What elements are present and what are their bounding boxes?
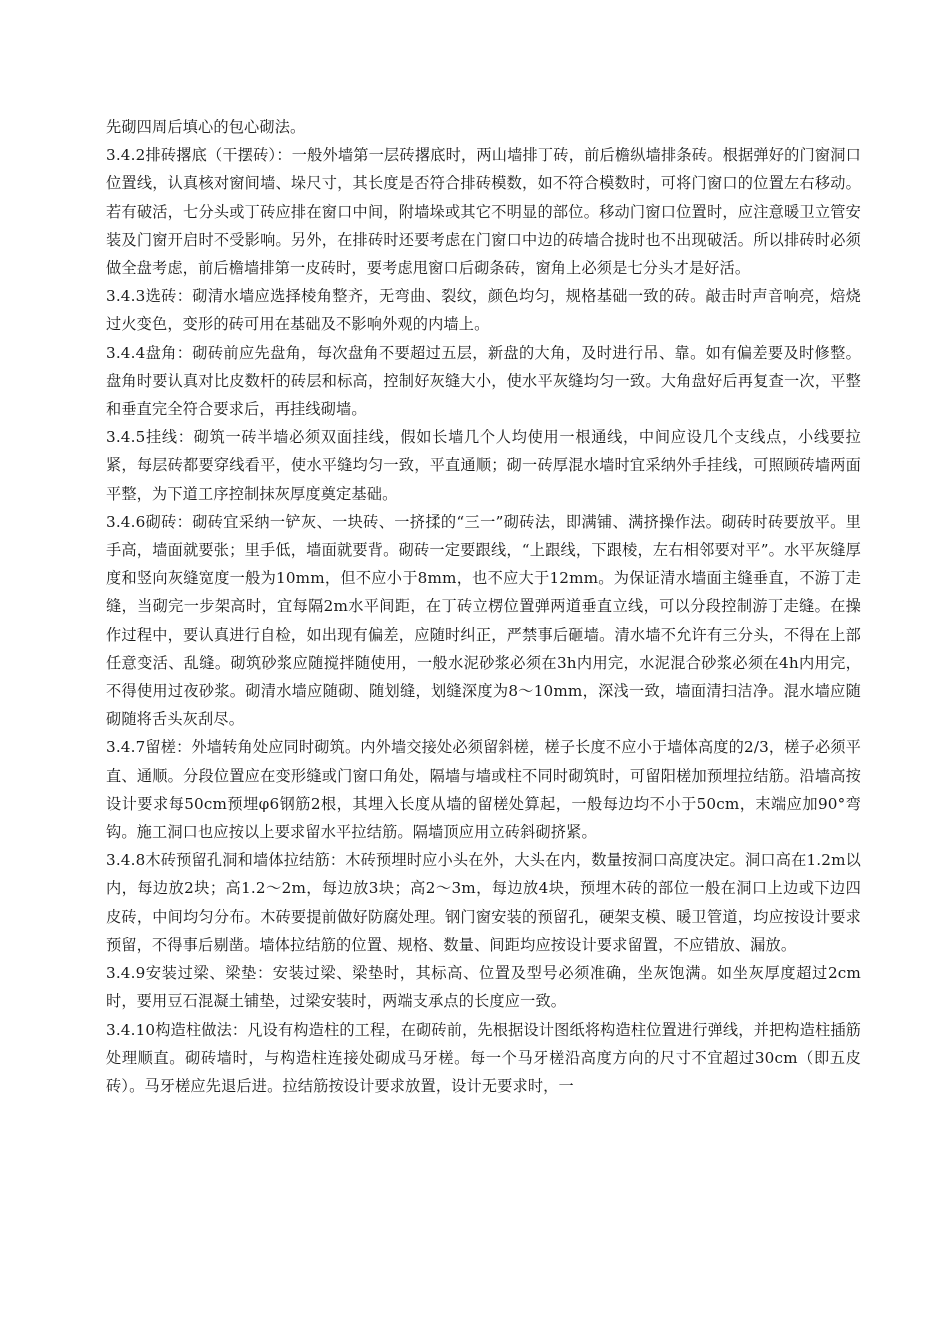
paragraph-3-4-3: 3.4.3选砖：砌清水墙应选择棱角整齐，无弯曲、裂纹，颜色均匀，规格基础一致的砖。敲击时声音响亮，焙烧过火变色，变形的砖可用在基础及不影响外观的内墙上。 <box>106 287 861 334</box>
paragraph-3-4-9: 3.4.9安装过梁、梁垫：安装过梁、梁垫时，其标高、位置及型号必须准确，坐灰饱满。如坐灰厚度超过2cm时，要用豆石混凝土铺垫，过梁安装时，两端支承点的长度应一致。 <box>106 964 861 1011</box>
paragraph-3-4-2: 3.4.2排砖撂底（干摆砖）：一般外墙第一层砖撂底时，两山墙排丁砖，前后檐纵墙排条砖。根据弹好的门窗洞口位置线，认真核对窗间墙、垛尺寸，其长度是否符合排砖模数，如不符合模数时，可将门窗口的位置左右移动。若有破活，七分头或丁砖应排在窗口中间，附墙垛或其它不明显的部位。移动门窗口位置时，应注意暖卫立管安装及门窗开启时不受影响。另外，在排砖时还要考虑在门窗口中边的砖墙合拢时也不出现破活。所以排砖时必须做全盘考虑，前后檐墙排第一皮砖时，要考虑甩窗口后砌条砖，窗角上必须是七分头才是好活。 <box>106 146 861 278</box>
paragraph-3-4-7: 3.4.7留槎：外墙转角处应同时砌筑。内外墙交接处必须留斜槎，槎子长度不应小于墙体高度的2/3，槎子必须平直、通顺。分段位置应在变形缝或门窗口角处，隔墙与墙或柱不同时砌筑时，可留阳槎加预埋拉结筋。沿墙高按设计要求每50cm预埋φ6钢筋2根，其埋入长度从墙的留槎处算起，一般每边均不小于50cm，末端应加90°弯钩。施工洞口也应按以上要求留水平拉结筋。隔墙顶应用立砖斜砌挤紧。 <box>106 738 861 842</box>
paragraph-continuation: 先砌四周后填心的包心砌法。 <box>106 118 306 136</box>
document-body <box>106 113 861 1100</box>
paragraph-3-4-4: 3.4.4盘角：砌砖前应先盘角，每次盘角不要超过五层，新盘的大角，及时进行吊、靠。如有偏差要及时修整。盘角时要认真对比皮数杆的砖层和标高，控制好灰缝大小，使水平灰缝均匀一致。大角盘好后再复查一次，平整和垂直完全符合要求后，再挂线砌墙。 <box>106 343 861 419</box>
paragraph-3-4-10: 3.4.10构造柱做法：凡设有构造柱的工程，在砌砖前，先根据设计图纸将构造柱位置进行弹线，并把构造柱插筋处理顺直。砌砖墙时，与构造柱连接处砌成马牙槎。每一个马牙槎沿高度方向的尺寸不宜超过30cm（即五皮砖）。马牙槎应先退后进。拉结筋按设计要求放置，设计无要求时，一 <box>106 1020 861 1095</box>
paragraph-3-4-5: 3.4.5挂线：砌筑一砖半墙必须双面挂线，假如长墙几个人均使用一根通线，中间应设几个支线点，小线要拉紧，每层砖都要穿线看平，使水平缝均匀一致，平直通顺；砌一砖厚混水墙时宜采纳外手挂线，可照顾砖墙两面平整，为下道工序控制抹灰厚度奠定基础。 <box>106 428 861 503</box>
paragraph-3-4-6: 3.4.6砌砖：砌砖宜采纳一铲灰、一块砖、一挤揉的“三一”砌砖法，即满铺、满挤操作法。砌砖时砖要放平。里手高，墙面就要张；里手低，墙面就要背。砌砖一定要跟线，“上跟线，下跟棱，左右相邻要对平”。水平灰缝厚度和竖向灰缝宽度一般为10mm，但不应小于8mm，也不应大于12mm。为保证清水墙面主缝垂直，不游丁走缝，当砌完一步架高时，宜每隔2m水平间距，在丁砖立楞位置弹两道垂直立线，可以分段控制游丁走缝。在操作过程中，要认真进行自检，如出现有偏差，应随时纠正，严禁事后砸墙。清水墙不允许有三分头，不得在上部任意变活、乱缝。砌筑砂浆应随搅拌随使用，一般水泥砂浆必须在3h内用完，水泥混合砂浆必须在4h内用完，不得使用过夜砂浆。砌清水墙应随砌、随划缝，划缝深度为8～10mm，深浅一致，墙面清扫洁净。混水墙应随砌随将舌头灰刮尽。 <box>106 512 861 729</box>
paragraph-3-4-8: 3.4.8木砖预留孔洞和墙体拉结筋：木砖预埋时应小头在外，大头在内，数量按洞口高度决定。洞口高在1.2m以内，每边放2块；高1.2～2m，每边放3块；高2～3m，每边放4块，预埋木砖的部位一般在洞口上边或下边四皮砖，中间均匀分布。木砖要提前做好防腐处理。钢门窗安装的预留孔，硬架支模、暖卫管道，均应按设计要求预留，不得事后剔凿。墙体拉结筋的位置、规格、数量、间距均应按设计要求留置，不应错放、漏放。 <box>106 851 861 954</box>
